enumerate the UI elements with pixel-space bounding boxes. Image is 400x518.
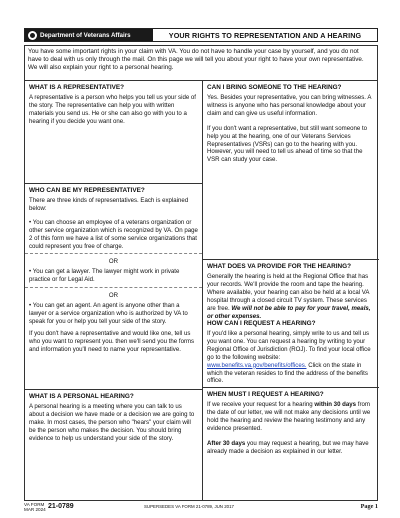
or-label: OR: [108, 292, 119, 300]
form-number: 21-0789: [48, 503, 74, 510]
form-header: [24, 28, 378, 42]
option-lawyer: • You can get a lawyer. The lawyer might work in private practice or for Legal Aid.: [29, 268, 180, 284]
section-body: A representative is a person who helps you tell us your side of the story. The representative can help you with written materials you send us. He or she can also go with you to a hearing if you decide you want one.: [29, 94, 196, 125]
option-service-organization: • You can choose an employee of a veterans organization or other service organization which is recognized by VA. On page 2 of this form we have a list of some service organizations that could represent you free of charge.: [29, 218, 198, 250]
intro-text: You have some important rights in your claim with VA. You do not have to handle your case by yourself, and you do not have to deal with us only through the mail. On this page we will tell you about your right to have your own representative. We will also explain your right to a personal hearing.: [24, 45, 378, 81]
va-seal-icon: [28, 31, 37, 40]
section-heading: WHAT IS A PERSONAL HEARING?: [29, 393, 134, 400]
content-grid: [24, 81, 378, 501]
form-footer: [24, 502, 378, 516]
section-heading: WHEN MUST I REQUEST A HEARING?: [207, 391, 324, 398]
section-who-can-represent: [25, 184, 202, 388]
or-label: OR: [108, 258, 119, 266]
section-request-hearing: [203, 317, 379, 387]
dashed-divider: [25, 253, 202, 254]
section-what-is-representative: [25, 81, 202, 181]
section-when-request: [203, 388, 379, 500]
section-heading: HOW CAN I REQUEST A HEARING?: [207, 320, 316, 327]
section-body-wrapper: [207, 401, 375, 433]
section-heading: CAN I BRING SOMEONE TO THE HEARING?: [207, 84, 342, 91]
after-30-days: After 30 days: [207, 439, 246, 447]
section-body: A personal hearing is a meeting where you can talk to us about a decision we have made or a decision we are going to make. In most cases, the person who "hears" your claim will be the person who makes the decision. You should bring evidence to help us understand your side of the story.: [29, 403, 195, 442]
section-body: Yes. Besides your representative, you can bring witnesses. A witness is anyone who has personal knowledge about your claim and can give us useful information.: [207, 94, 372, 117]
section-body-extra: If you don't have a representative and would like one, tell us who you want to represent you. then we'll send you the forms and information you'll need to name your representative.: [29, 329, 195, 353]
section-body-continued: from the date of our letter, we will not make any decisions until we hold the hearing and review the hearing testimony and any evidence presented.: [207, 401, 371, 432]
section-bring-someone: [203, 81, 379, 258]
section-heading: WHAT DOES VA PROVIDE FOR THE HEARING?: [207, 263, 352, 270]
section-body-extra: Click on the state in which the veteran resides to find the address of the benefits office.: [207, 361, 368, 385]
section-body-extra: you may request a hearing, but we may have already made a decision as explained in our letter.: [207, 439, 369, 455]
form-date: MAR 2024: [24, 507, 46, 512]
section-body-wrapper: [207, 273, 375, 320]
offices-link[interactable]: www.benefits.va.gov/benefits/offices.: [207, 361, 307, 369]
dashed-divider: [25, 287, 202, 288]
option-agent: • You can get an agent. An agent is anyone other than a lawyer or a service organization who is authorized by VA to speak for you or help you tell your side of the story.: [29, 302, 188, 325]
section-body: If you'd like a personal hearing, simply write to us and tell us you want one. You can request a hearing by writing to your Regional Office of Jurisdiction (ROJ). To find your local office go to the following website:: [207, 330, 371, 361]
section-body: If we receive your request for a hearing: [207, 401, 313, 408]
form-label: VA FORM: [24, 502, 45, 507]
section-body-wrapper: [207, 330, 375, 385]
section-body-wrapper: [207, 440, 375, 456]
supersedes-note: SUPERSEDES VA FORM 21-0789, JUN 2017: [144, 504, 234, 509]
section-body: Generally the hearing is held at the Regional Office that has your records. We'll provide the room and tape the hearing. Where available, your hearing can also be held at a local VA hospital through a closed circuit TV system. These services are free.: [207, 273, 370, 312]
form-label-block: [24, 502, 46, 512]
agency-block: [25, 29, 153, 41]
section-body: There are three kinds of representatives. Each is explained below:: [29, 197, 189, 212]
no-travel-pay-notice: We will not be able to pay for your travel, meals, or other expenses.: [207, 304, 371, 320]
section-personal-hearing: [25, 390, 202, 500]
deadline-30-days: within 30 days: [314, 401, 357, 408]
section-heading: WHO CAN BE MY REPRESENTATIVE?: [29, 187, 145, 194]
form-title: YOUR RIGHTS TO REPRESENTATION AND A HEARING: [168, 30, 362, 40]
section-heading: WHAT IS A REPRESENTATIVE?: [29, 84, 125, 91]
section-body-extra: If you don't want a representative, but still want someone to help you at the hearing, one of our Veterans Services Representatives (VSRs) can go to the hearing with you. However, you will need to tell us ahead of time so that the VSR can study your case.: [207, 124, 368, 164]
agency-name: Department of Veterans Affairs: [40, 31, 131, 39]
page-number: Page 1: [360, 503, 378, 510]
